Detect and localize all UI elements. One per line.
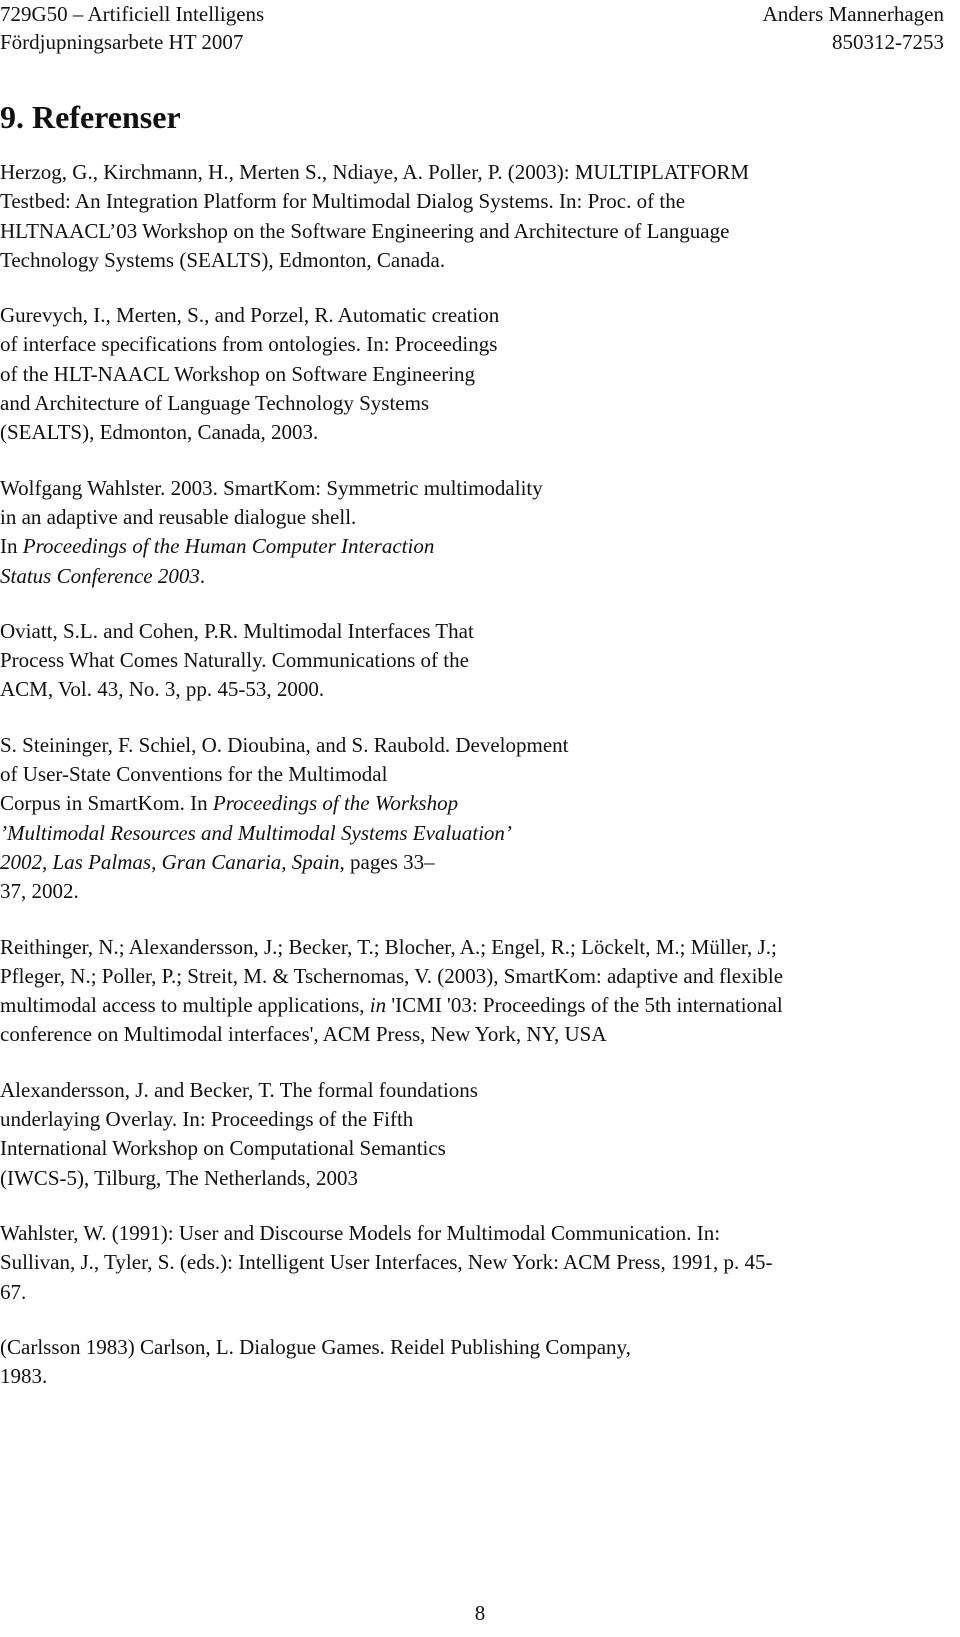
reference-text: 1983. [0, 1364, 48, 1389]
reference-line [0, 532, 945, 561]
reference-entry [0, 301, 945, 447]
reference-text: Alexandersson, J. and Becker, T. The formal foundations [0, 1077, 478, 1102]
reference-line [0, 158, 945, 187]
reference-text: Technology Systems (SEALTS), Edmonton, Canada. [0, 247, 446, 272]
reference-line [0, 360, 945, 389]
reference-text: of interface specifications from ontologies. In: Proceedings [0, 332, 498, 357]
reference-line [0, 217, 945, 246]
reference-line [0, 1248, 945, 1277]
reference-text: Process What Comes Naturally. Communications of the [0, 648, 469, 673]
reference-text: International Workshop on Computational Semantics [0, 1136, 446, 1161]
reference-line [0, 819, 945, 848]
reference-italic-text: 2002, Las Palmas, Gran Canaria, Spain [0, 849, 340, 874]
reference-entry [0, 731, 945, 907]
reference-line [0, 187, 945, 216]
reference-line [0, 1076, 945, 1105]
reference-text: 67. [0, 1279, 27, 1304]
reference-line [0, 1020, 945, 1049]
reference-text: (SEALTS), Edmonton, Canada, 2003. [0, 420, 319, 445]
reference-line [0, 246, 945, 275]
reference-line [0, 389, 945, 418]
reference-text: . [199, 563, 206, 588]
reference-line [0, 503, 945, 532]
reference-line [0, 301, 945, 330]
reference-text: multimodal access to multiple applications, [0, 993, 370, 1018]
reference-line [0, 617, 945, 646]
reference-line [0, 646, 945, 675]
course-term: Fördjupningsarbete HT 2007 [0, 30, 244, 54]
reference-text: In [0, 534, 23, 559]
reference-text: Wolfgang Wahlster. 2003. SmartKom: Symmetric multimodality [0, 475, 543, 500]
reference-line [0, 1134, 945, 1163]
reference-line [0, 1333, 945, 1362]
reference-line [0, 562, 945, 591]
reference-text: Sullivan, J., Tyler, S. (eds.): Intelligent User Interfaces, New York: ACM Press, 1991, p. 45- [0, 1250, 773, 1275]
reference-text: 'ICMI '03: Proceedings of the 5th international [386, 993, 783, 1018]
reference-text: underlaying Overlay. In: Proceedings of the Fifth [0, 1107, 414, 1132]
reference-italic-text: ’Multimodal Resources and Multimodal Systems Evaluation’ [0, 820, 512, 845]
reference-entry [0, 1076, 945, 1193]
reference-italic-text: Proceedings of the Workshop [212, 791, 459, 816]
reference-text: Gurevych, I., Merten, S., and Porzel, R. Automatic creation [0, 303, 500, 328]
reference-entry [0, 617, 945, 705]
reference-line [0, 1105, 945, 1134]
reference-text: Pfleger, N.; Poller, P.; Streit, M. & Tschernomas, V. (2003), SmartKom: adaptive and flexible [0, 963, 784, 988]
author-id: 850312-7253 [832, 30, 944, 54]
reference-line [0, 1164, 945, 1193]
reference-entry [0, 933, 945, 1050]
reference-text: HLTNAACL’03 Workshop on the Software Engineering and Architecture of Language [0, 218, 730, 243]
author-name: Anders Mannerhagen [762, 2, 944, 26]
reference-line [0, 474, 945, 503]
header-right [763, 0, 944, 56]
reference-text: Corpus in SmartKom. In [0, 791, 213, 816]
section-title: 9. Referenser [0, 99, 181, 135]
reference-text: in an adaptive and reusable dialogue shell. [0, 504, 357, 529]
reference-text: Reithinger, N.; Alexandersson, J.; Becker, T.; Blocher, A.; Engel, R.; Löckelt, M.; Müller, J.; [0, 934, 777, 959]
reference-line [0, 877, 945, 906]
reference-italic-text: Status Conference 2003 [0, 563, 200, 588]
reference-text: of the HLT-NAACL Workshop on Software Engineering [0, 361, 476, 386]
reference-line [0, 330, 945, 359]
reference-line [0, 991, 945, 1020]
reference-text: of User-State Conventions for the Multimodal [0, 762, 388, 787]
reference-text: (IWCS-5), Tilburg, The Netherlands, 2003 [0, 1165, 358, 1190]
reference-text: Oviatt, S.L. and Cohen, P.R. Multimodal Interfaces That [0, 618, 474, 643]
reference-italic-text: in [369, 993, 387, 1018]
reference-line [0, 1362, 945, 1391]
reference-entry [0, 1333, 945, 1392]
reference-text: S. Steininger, F. Schiel, O. Dioubina, and S. Raubold. Development [0, 732, 569, 757]
course-title: 729G50 – Artificiell Intelligens [0, 2, 265, 26]
reference-line [0, 962, 945, 991]
reference-text: , pages 33– [339, 849, 435, 874]
reference-text: ACM, Vol. 43, No. 3, pp. 45-53, 2000. [0, 677, 325, 702]
reference-line [0, 933, 945, 962]
reference-text: conference on Multimodal interfaces', ACM Press, New York, NY, USA [0, 1022, 607, 1047]
reference-text: Wahlster, W. (1991): User and Discourse Models for Multimodal Communication. In: [0, 1220, 721, 1245]
reference-text: Herzog, G., Kirchmann, H., Merten S., Ndiaye, A. Poller, P. (2003): MULTIPLATFORM [0, 160, 750, 184]
reference-line [0, 675, 945, 704]
header-left [0, 0, 264, 56]
reference-line [0, 1278, 945, 1307]
reference-line [0, 789, 945, 818]
reference-entry [0, 1219, 945, 1307]
reference-line [0, 418, 945, 447]
reference-line [0, 848, 945, 877]
reference-italic-text: Proceedings of the Human Computer Interaction [22, 534, 435, 559]
reference-line [0, 1219, 945, 1248]
reference-line [0, 731, 945, 760]
reference-text: (Carlsson 1983) Carlson, L. Dialogue Games. Reidel Publishing Company, [0, 1334, 631, 1359]
reference-text: and Architecture of Language Technology Systems [0, 391, 430, 416]
reference-list [0, 158, 945, 1417]
page-number: 8 [474, 1601, 486, 1625]
reference-text: 37, 2002. [0, 879, 79, 904]
reference-entry [0, 158, 945, 275]
reference-text: Testbed: An Integration Platform for Multimodal Dialog Systems. In: Proc. of the [0, 189, 686, 214]
reference-entry [0, 474, 945, 591]
reference-line [0, 760, 945, 789]
